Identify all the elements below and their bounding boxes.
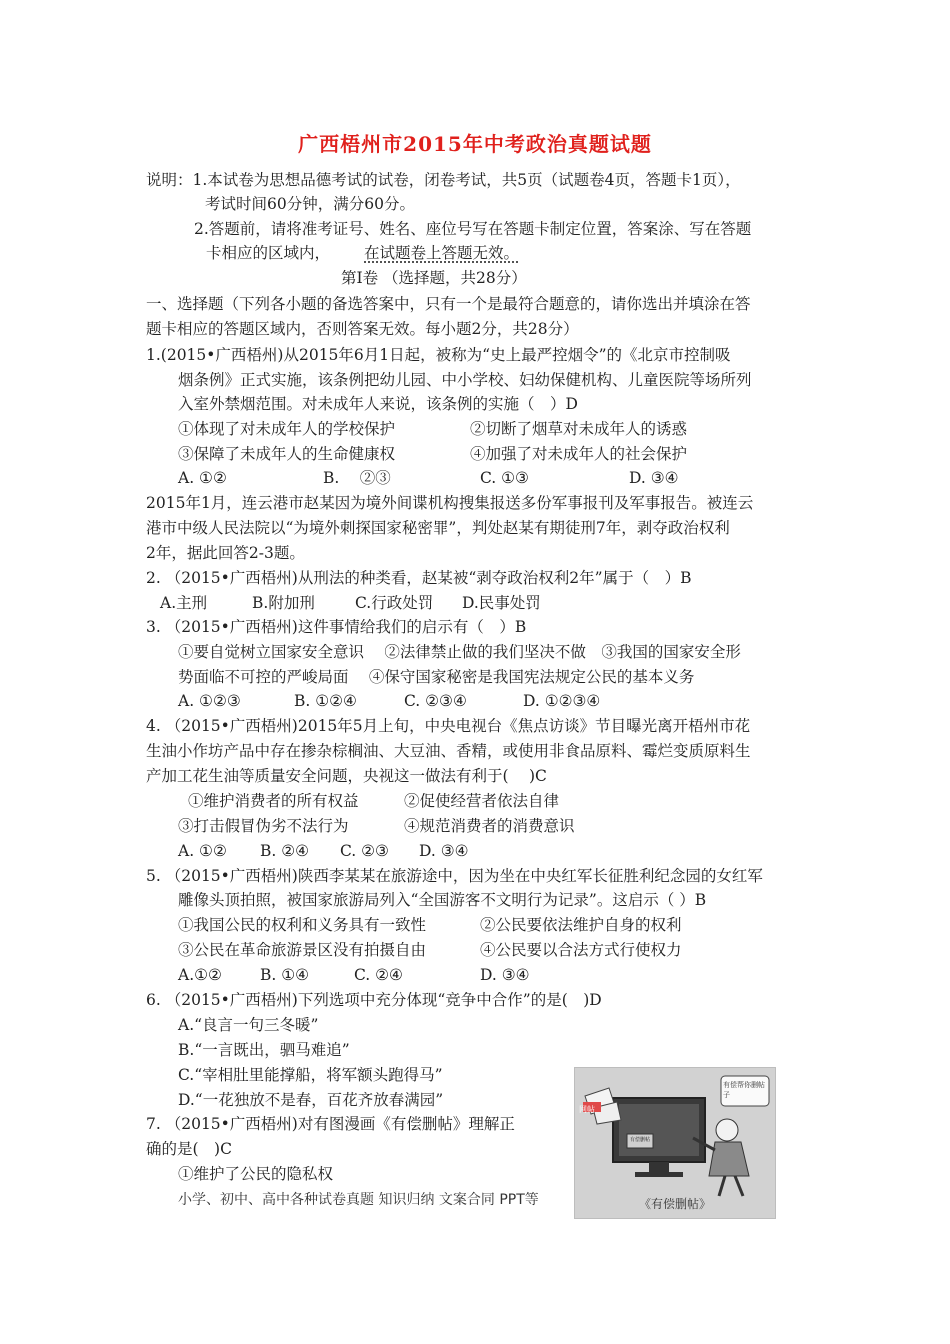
statement: ④加强了对未成年人的社会保护 [470, 445, 688, 463]
cartoon-box-text: 有偿删帖 [629, 1137, 650, 1143]
option: D. ③④ [419, 842, 469, 860]
instruction-line: 考试时间60分钟，满分60分。 [205, 195, 415, 213]
option: B. ①②④ [294, 692, 357, 710]
option: C.行政处罚 [355, 594, 434, 612]
material: 2年，据此回答2-3题。 [146, 544, 305, 562]
option: C. ②③ [340, 842, 389, 860]
statement: ③打击假冒伪劣不法行为 [178, 817, 349, 835]
statement: ①我国公民的权利和义务具有一致性 [178, 916, 427, 934]
section-instruction: 一、选择题（下列各小题的备选答案中，只有一个是最符合题意的，请你选出并填涂在答 [146, 295, 751, 313]
question-3: 3. （2015•广西梧州)这件事情给我们的启示有（ ）B [146, 618, 527, 636]
option: D. ③④ [480, 966, 530, 984]
option: A. ①② [178, 842, 227, 860]
instruction-line: 卡相应的区域内， [206, 244, 331, 262]
cartoon-sign-text: 网帖 [579, 1105, 595, 1114]
instruction-line: 2.答题前，请将准考证号、姓名、座位号写在答题卡制定位置，答案涂、写在答题 [194, 220, 752, 238]
statement: ①体现了对未成年人的学校保护 [178, 420, 396, 438]
question-4: 4. （2015•广西梧州)2015年5月上旬，中央电视台《焦点访谈》节目曝光离开梧州市花 [146, 717, 751, 735]
option: D.民事处罚 [462, 594, 541, 612]
section-heading: 第Ⅰ卷 （选择题，共28分） [341, 269, 527, 287]
footer-watermark: 小学、初中、高中各种试卷真题 知识归纳 文案合同 PPT等 [178, 1192, 539, 1208]
option: B. ②③ [323, 469, 391, 487]
option: C. ①③ [480, 469, 529, 487]
cartoon-caption: 《有偿删帖》 [638, 1197, 711, 1211]
option: C. ②④ [354, 966, 403, 984]
option: A. ①② [178, 469, 227, 487]
statement: ④公民要以合法方式行使权力 [480, 941, 682, 959]
cartoon-bubble-text: 有偿帮你删帖子 [723, 1081, 765, 1099]
option: B.附加刑 [252, 594, 315, 612]
question-4: 产加工花生油等质量安全问题，央视这一做法有利于( )C [146, 767, 547, 785]
question-4: 生油小作坊产品中存在掺杂棕榈油、大豆油、香精，或使用非食品原料、霉烂变质原料生 [146, 742, 751, 760]
statement: ②公民要依法维护自身的权利 [480, 916, 682, 934]
option: B.“一言既出，驷马难追” [178, 1041, 350, 1059]
question-1: 入室外禁烟范围。对未成年人来说，该条例的实施（ ）D [178, 395, 578, 413]
option: B. ②④ [260, 842, 310, 860]
statement: ②促使经营者依法自律 [404, 792, 560, 810]
page-title: 广西梧州市2015年中考政治真题试题 [298, 132, 652, 156]
instruction-line: 说明：1.本试卷为思想品德考试的试卷，闭卷考试，共5页（试题卷4页，答题卡1页）， [146, 171, 741, 189]
question-5: 5. （2015•广西梧州)陕西李某某在旅游途中，因为坐在中央红军长征胜利纪念园的女红军 [146, 867, 763, 885]
cartoon-image [574, 1067, 776, 1219]
statement: ①维护消费者的所有权益 [188, 792, 359, 810]
question-6: 6. （2015•广西梧州)下列选项中充分体现“竞争中合作”的是( )D [146, 991, 602, 1009]
question-7: 7. （2015•广西梧州)对有图漫画《有偿删帖》理解正 [146, 1115, 515, 1133]
statement: ①维护了公民的隐私权 [178, 1165, 334, 1183]
option: A.“良言一句三冬暖” [178, 1016, 319, 1034]
option: D. ①②③④ [523, 692, 601, 710]
instruction-emphasis: 在试题卷上答题无效。 [364, 244, 520, 262]
statement: ①要自觉树立国家安全意识 ②法律禁止做的我们坚决不做 ③我国的国家安全形 [178, 643, 741, 661]
option: C.“宰相肚里能撑船，将军额头跑得马” [178, 1066, 443, 1084]
material: 2015年1月，连云港市赵某因为境外间谍机构搜集报送多份军事报刊及军事报告。被连云 [146, 494, 754, 512]
statement: ④规范消费者的消费意识 [404, 817, 575, 835]
question-1: 烟条例》正式实施，该条例把幼儿园、中小学校、妇幼保健机构、儿童医院等场所列 [178, 371, 752, 389]
option: B. ①④ [260, 966, 310, 984]
option: C. ②③④ [404, 692, 467, 710]
question-2: 2. （2015•广西梧州)从刑法的种类看，赵某被“剥夺政治权利2年”属于（ ）B [146, 569, 692, 587]
option: A.①② [178, 966, 222, 984]
statement: ②切断了烟草对未成年人的诱惑 [470, 420, 688, 438]
option: D. ③④ [629, 469, 679, 487]
statement: 势面临不可控的严峻局面 ④保守国家秘密是我国宪法规定公民的基本义务 [178, 668, 695, 686]
question-7: 确的是( )C [146, 1140, 232, 1158]
statement: ③公民在革命旅游景区没有拍摄自由 [178, 941, 427, 959]
option: D.“一花独放不是春，百花齐放春满园” [178, 1091, 444, 1109]
material: 港市中级人民法院以“为境外刺探国家秘密罪”，判处赵某有期徒刑7年，剥夺政治权利 [146, 519, 730, 537]
section-instruction: 题卡相应的答题区域内，否则答案无效。每小题2分，共28分） [146, 320, 579, 338]
option: A. ①②③ [178, 692, 241, 710]
question-1: 1.(2015•广西梧州)从2015年6月1日起，被称为“史上最严控烟令”的《北京市控制吸 [146, 346, 731, 364]
question-5: 雕像头顶拍照，被国家旅游局列入“全国游客不文明行为记录”。这启示（ ）B [178, 891, 707, 909]
statement: ③保障了未成年人的生命健康权 [178, 445, 396, 463]
option: A.主刑 [160, 594, 208, 612]
